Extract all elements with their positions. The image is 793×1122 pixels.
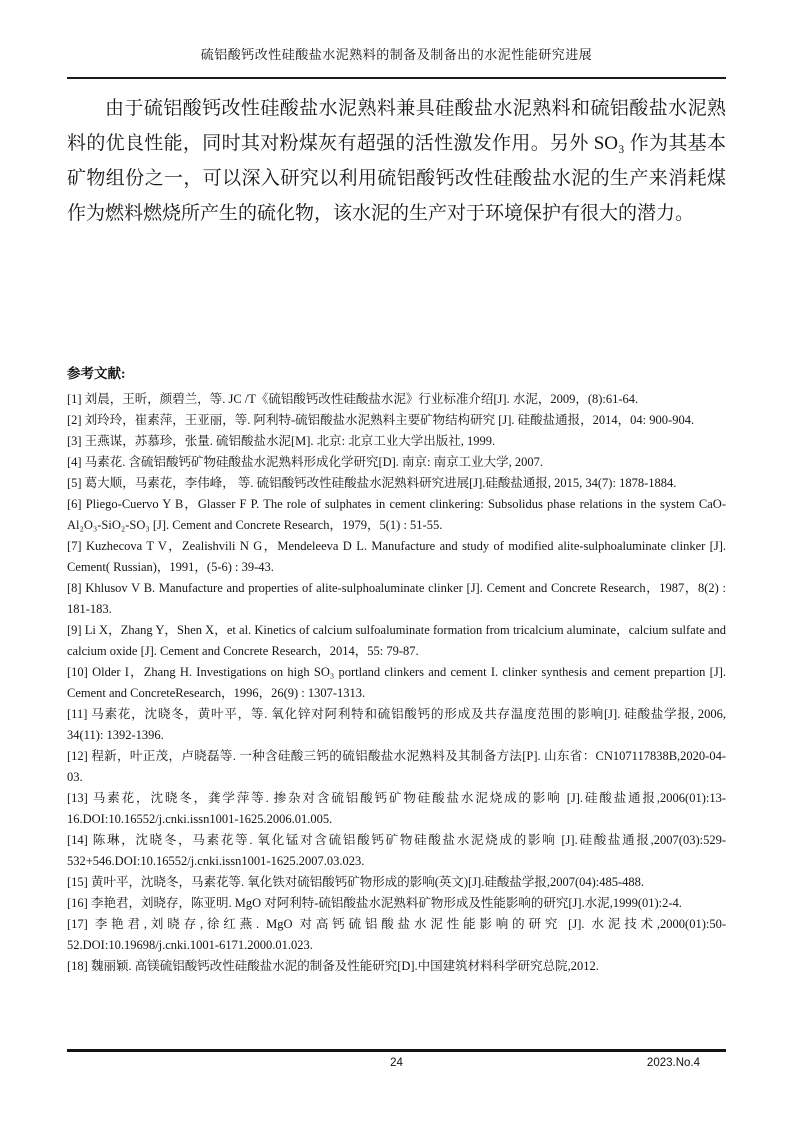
reference-text: Khlusov V B. Manufacture and properties of alite-sulphoaluminate clinker [J]. Cement and Concrete Research，1987，8(2) : 181-183.	[67, 581, 727, 616]
reference-item	[67, 410, 726, 431]
reference-text: Li X，Zhang Y，Shen X，et al. Kinetics of calcium sulfoaluminate formation from tricalcium aluminate，calcium sulfate and calcium oxide [J]. Cement and Concrete Research，2014，55: 79-87.	[67, 623, 726, 658]
reference-label: [3]	[67, 434, 85, 448]
reference-label: [7]	[67, 539, 86, 553]
reference-item	[67, 914, 726, 956]
reference-text: Kuzhecova T V，Zealishvili N G，Mendeleeva D L. Manufacture and study of modified alite-sulphoaluminate clinker [J]. Cement( Russian)，1991，(5-6) : 39-43.	[67, 539, 726, 574]
reference-label: [18]	[67, 959, 91, 973]
reference-text: 陈琳，沈晓冬，马素花等. 氧化锰对含硫铝酸钙矿物硅酸盐水泥烧成的影响 [J].硅酸盐通报,2007(03):529-532+546.DOI:10.16552/j.cnki.issn1001-1625.2007.03.023.	[67, 833, 727, 868]
reference-text: 马素花. 含硫铝酸钙矿物硅酸盐水泥熟料形成化学研究[D]. 南京: 南京工业大学, 2007.	[84, 455, 544, 469]
reference-label: [15]	[67, 875, 91, 889]
reference-label: [13]	[67, 791, 93, 805]
reference-label: [8]	[67, 581, 86, 595]
references-heading: 参考文献:	[67, 366, 126, 381]
reference-text: 刘晨，王昕，颜碧兰，等. JC /T《硫铝酸钙改性硅酸盐水泥》行业标准介绍[J]. 水泥，2009，(8):61-64.	[84, 392, 639, 406]
reference-item	[67, 452, 726, 473]
reference-item	[67, 494, 726, 536]
reference-label: [2]	[67, 413, 85, 427]
footer-rule	[67, 1049, 726, 1052]
reference-text: 马素花，沈晓冬，龚学萍等. 掺杂对含硫铝酸钙矿物硅酸盐水泥烧成的影响 [J].硅酸盐通报,2006(01):13-16.DOI:10.16552/j.cnki.issn1001-1625.2006.01.005.	[67, 791, 727, 826]
page-content	[67, 0, 726, 977]
reference-item	[67, 893, 726, 914]
reference-label: [4]	[67, 455, 85, 469]
references-list	[67, 389, 726, 977]
reference-text: 李艳君，刘晓存，陈亚明. MgO 对阿利特-硫铝酸盐水泥熟料矿物形成及性能影响的研究[J].水泥,1999(01):2-4.	[90, 896, 682, 910]
running-header-title: 硫铝酸钙改性硅酸盐水泥熟料的制备及制备出的水泥性能研究进展	[200, 47, 593, 62]
reference-label: [12]	[67, 749, 92, 763]
reference-label: [17]	[67, 917, 95, 931]
reference-text: 程新，叶正茂，卢晓磊等. 一种含硅酸三钙的硫铝酸盐水泥熟料及其制备方法[P]. 山东省：CN107117838B,2020-04-03.	[67, 749, 726, 784]
reference-text: Older I，Zhang H. Investigations on high SO₃ portland clinkers and cement I. clinker synthesis and cement prepartion [J]. Cement and ConcreteResearch，1996，26(9) : 1307-1313.	[67, 665, 726, 700]
reference-text: 李艳君,刘晓存,徐红燕. MgO 对高钙硫铝酸盐水泥性能影响的研究 [J]. 水泥技术,2000(01):50-52.DOI:10.19698/j.cnki.1001-6171.2000.01.023.	[67, 917, 726, 952]
reference-text: 马素花，沈晓冬，黄叶平，等. 氧化锌对阿利特和硫铝酸钙的形成及共存温度范围的影响[J]. 硅酸盐学报, 2006, 34(11): 1392-1396.	[67, 707, 726, 742]
reference-item	[67, 872, 726, 893]
reference-item	[67, 704, 726, 746]
reference-text: Pliego-Cuervo Y B，Glasser F P. The role of sulphates in cement clinkering: Subsolidus phase relations in the system CaO-Al₂O₃-SiO₂-SO₃ [J]. Cement and Concrete Research，1979，5(1) : 51-55.	[67, 497, 726, 532]
reference-text: 葛大顺，马素花，李伟峰， 等. 硫铝酸钙改性硅酸盐水泥熟料研究进展[J].硅酸盐通报, 2015, 34(7): 1878-1884.	[84, 476, 677, 490]
reference-item	[67, 746, 726, 788]
reference-text: 刘玲玲，崔素萍，王亚丽，等. 阿利特-硫铝酸盐水泥熟料主要矿物结构研究 [J]. 硅酸盐通报，2014，04: 900-904.	[84, 413, 695, 427]
body-paragraph: 由于硫铝酸钙改性硅酸盐水泥熟料兼具硅酸盐水泥熟料和硫铝酸盐水泥熟料的优良性能，同时其对粉煤灰有超强的活性激发作用。另外 SO₃ 作为其基本矿物组份之一，可以深入研究以利用硫铝酸钙改性硅酸盐水泥的生产来消耗煤作为燃料燃烧所产生的硫化物，该水泥的生产对于环境保护有很大的潜力。	[67, 98, 726, 224]
reference-item	[67, 620, 726, 662]
reference-item	[67, 578, 726, 620]
page-number: 24	[390, 1057, 403, 1069]
reference-label: [6]	[67, 497, 86, 511]
reference-item	[67, 431, 726, 452]
reference-label: [11]	[67, 707, 92, 721]
reference-label: [9]	[67, 623, 85, 637]
reference-label: [5]	[67, 476, 85, 490]
issue-label: 2023.No.4	[646, 1057, 700, 1069]
reference-text: 黄叶平，沈晓冬，马素花等. 氧化铁对硫铝酸钙矿物形成的影响(英文)[J].硅酸盐学报,2007(04):485-488.	[90, 875, 645, 889]
reference-item	[67, 956, 726, 977]
reference-text: 魏丽颖. 高镁硫铝酸钙改性硅酸盐水泥的制备及性能研究[D].中国建筑材料科学研究总院,2012.	[90, 959, 599, 973]
reference-item	[67, 536, 726, 578]
reference-label: [16]	[67, 896, 91, 910]
reference-label: [10]	[67, 665, 93, 679]
reference-label: [14]	[67, 833, 93, 847]
reference-item	[67, 389, 726, 410]
reference-item	[67, 473, 726, 494]
reference-item	[67, 830, 726, 872]
reference-item	[67, 788, 726, 830]
reference-item	[67, 662, 726, 704]
reference-text: 王燕谋，苏慕珍，张量. 硫铝酸盐水泥[M]. 北京: 北京工业大学出版社, 1999.	[84, 434, 496, 448]
reference-label: [1]	[67, 392, 85, 406]
header-rule	[67, 77, 726, 79]
